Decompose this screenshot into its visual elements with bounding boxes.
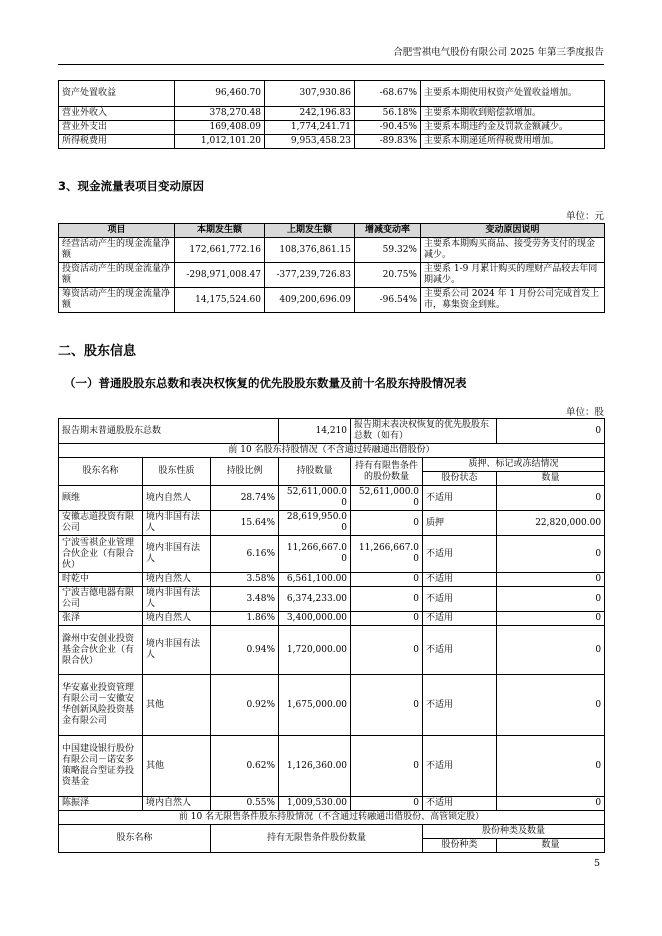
holder-nature: 境内非国有法人 [143, 536, 211, 573]
row-prior: 1,774,241.71 [265, 121, 355, 135]
col-current: 本期发生额 [175, 224, 265, 238]
row-change: -89.83% [355, 135, 421, 149]
u-col-count: 数量 [497, 839, 605, 853]
table-row [59, 736, 605, 797]
row-reason: 主要系 1-9 月累计购买的理财产品较去年同期减少。 [421, 263, 605, 288]
restricted-qty: 0 [351, 573, 423, 587]
row-current: 169,408.09 [175, 121, 265, 135]
restricted-qty: 0 [351, 612, 423, 626]
restricted-qty: 0 [351, 797, 423, 811]
row-prior: -377,239,726.83 [265, 263, 355, 288]
row-prior: 307,930.86 [265, 81, 355, 107]
row-current: 96,460.70 [175, 81, 265, 107]
holder-nature: 境内非国有法人 [143, 587, 211, 612]
holding-qty: 28,619,950.00 [279, 511, 351, 536]
table-row [59, 81, 605, 107]
row-item: 投资活动产生的现金流量净额 [59, 263, 175, 288]
share-status: 不适用 [423, 573, 497, 587]
share-status: 不适用 [423, 536, 497, 573]
table-row [59, 573, 605, 587]
row-item: 营业外收入 [59, 107, 175, 121]
holding-ratio: 15.64% [211, 511, 279, 536]
unit-label-shares: 单位：股 [565, 407, 604, 418]
table-row [59, 263, 605, 288]
total-holders-value: 14,210 [279, 419, 351, 444]
u-col-type-group: 股份种类及数量 [423, 825, 605, 839]
holder-name: 华安嘉业投资管理有限公司－安徽安华创新风险投资基金有限公司 [59, 675, 143, 736]
holding-ratio: 0.92% [211, 675, 279, 736]
holding-ratio: 0.94% [211, 626, 279, 675]
col-reason: 变动原因说明 [421, 224, 605, 238]
row-item: 所得税费用 [59, 135, 175, 149]
share-count: 0 [497, 536, 605, 573]
share-count: 0 [497, 486, 605, 511]
holding-ratio: 3.58% [211, 573, 279, 587]
holding-qty: 11,266,667.00 [279, 536, 351, 573]
share-count: 0 [497, 612, 605, 626]
holder-nature: 境内非国有法人 [143, 626, 211, 675]
holder-name: 宁波吉德电器有限公司 [59, 587, 143, 612]
share-count: 0 [497, 797, 605, 811]
row-reason: 主要系本期违约金及罚款金额减少。 [421, 121, 605, 135]
row-current: -298,971,008.47 [175, 263, 265, 288]
holding-qty: 1,675,000.00 [279, 675, 351, 736]
preferred-holders-value: 0 [497, 419, 605, 444]
share-count: 0 [497, 573, 605, 587]
restricted-qty: 0 [351, 736, 423, 797]
restricted-qty: 0 [351, 675, 423, 736]
share-status: 不适用 [423, 675, 497, 736]
holder-name: 时乾中 [59, 573, 143, 587]
table-row [59, 626, 605, 675]
col-share-count: 数量 [497, 472, 605, 486]
income-variance-table [58, 80, 605, 149]
table-row [59, 238, 605, 263]
row-current: 1,012,101.20 [175, 135, 265, 149]
col-restricted-qty: 持有有限售条件的股份数量 [351, 458, 423, 486]
share-count: 0 [497, 675, 605, 736]
holding-ratio: 28.74% [211, 486, 279, 511]
row-prior: 242,196.83 [265, 107, 355, 121]
col-change: 增减变动率 [355, 224, 421, 238]
row-change: 56.18% [355, 107, 421, 121]
share-status: 不适用 [423, 736, 497, 797]
row-change: 59.32% [355, 238, 421, 263]
total-holders-label: 报告期末普通股股东总数 [59, 419, 279, 444]
restricted-qty: 11,266,667.00 [351, 536, 423, 573]
u-col-type: 股份种类 [423, 839, 497, 853]
holder-nature: 其他 [143, 675, 211, 736]
col-holder-name: 股东名称 [59, 458, 143, 486]
row-change: -68.67% [355, 81, 421, 107]
holding-qty: 1,720,000.00 [279, 626, 351, 675]
holder-name: 顾维 [59, 486, 143, 511]
holder-nature: 境内自然人 [143, 612, 211, 626]
holder-nature: 境内自然人 [143, 797, 211, 811]
holder-name: 滁州中安创业投资基金合伙企业（有限合伙） [59, 626, 143, 675]
page-header: 合肥雪祺电气股份有限公司 2025 年第三季度报告 [393, 47, 604, 58]
holder-name: 宁波雪祺企业管理合伙企业（有限合伙） [59, 536, 143, 573]
holding-qty: 1,009,530.00 [279, 797, 351, 811]
row-prior: 108,376,861.15 [265, 238, 355, 263]
holding-qty: 3,400,000.00 [279, 612, 351, 626]
col-holder-nature: 股东性质 [143, 458, 211, 486]
u-col-name: 股东名称 [59, 825, 211, 853]
row-prior: 409,200,696.09 [265, 288, 355, 313]
row-change: 20.75% [355, 263, 421, 288]
holding-qty: 6,561,100.00 [279, 573, 351, 587]
cashflow-variance-table [58, 223, 605, 313]
row-current: 14,175,524.60 [175, 288, 265, 313]
row-item: 经营活动产生的现金流量净额 [59, 238, 175, 263]
holding-qty: 52,611,000.00 [279, 486, 351, 511]
holding-qty: 1,126,360.00 [279, 736, 351, 797]
share-status: 不适用 [423, 612, 497, 626]
row-item: 筹资活动产生的现金流量净额 [59, 288, 175, 313]
share-status: 质押 [423, 511, 497, 536]
holding-ratio: 3.48% [211, 587, 279, 612]
row-reason: 主要系本期购买商品、接受劳务支付的现金减少。 [421, 238, 605, 263]
col-share-status: 股份状态 [423, 472, 497, 486]
share-status: 不适用 [423, 486, 497, 511]
row-reason: 主要系公司 2024 年 1 月份公司完成首发上市，募集资金到账。 [421, 288, 605, 313]
restricted-qty: 0 [351, 511, 423, 536]
table-row [59, 511, 605, 536]
holder-name: 张泽 [59, 612, 143, 626]
row-change: -90.45% [355, 121, 421, 135]
header-rule [58, 64, 604, 65]
holding-ratio: 0.55% [211, 797, 279, 811]
page-number: 5 [593, 858, 600, 869]
share-count: 0 [497, 626, 605, 675]
table-row [59, 612, 605, 626]
col-pledge-group: 质押、标记或冻结情况 [423, 458, 605, 472]
holder-nature: 境内自然人 [143, 486, 211, 511]
share-count: 0 [497, 736, 605, 797]
restricted-qty: 0 [351, 587, 423, 612]
holding-ratio: 6.16% [211, 536, 279, 573]
row-current: 172,661,772.16 [175, 238, 265, 263]
table-row [59, 675, 605, 736]
table-row [59, 135, 605, 149]
table-row [59, 107, 605, 121]
row-prior: 9,953,458.23 [265, 135, 355, 149]
share-count: 0 [497, 587, 605, 612]
table-row [59, 797, 605, 811]
col-item: 项目 [59, 224, 175, 238]
section-holders-title: 二、股东信息 [58, 344, 137, 359]
subsection-holders-title: （一）普通股股东总数和表决权恢复的优先股股东数量及前十名股东持股情况表 [64, 376, 467, 390]
table-row [59, 587, 605, 612]
col-holding-ratio: 持股比例 [211, 458, 279, 486]
col-holding-qty: 持股数量 [279, 458, 351, 486]
share-status: 不适用 [423, 626, 497, 675]
table-row [59, 486, 605, 511]
holder-nature: 其他 [143, 736, 211, 797]
share-status: 不适用 [423, 587, 497, 612]
row-item: 营业外支出 [59, 121, 175, 135]
top10-title: 前 10 名股东持股情况（不含通过转融通出借股份） [59, 444, 605, 458]
table-row [59, 536, 605, 573]
preferred-holders-label: 报告期末表决权恢复的优先股股东总数（如有） [351, 419, 497, 444]
shareholders-table [58, 418, 605, 853]
holder-nature: 境内自然人 [143, 573, 211, 587]
share-status: 不适用 [423, 797, 497, 811]
share-count: 22,820,000.00 [497, 511, 605, 536]
col-prior: 上期发生额 [265, 224, 355, 238]
holding-ratio: 1.86% [211, 612, 279, 626]
row-item: 资产处置收益 [59, 81, 175, 107]
holding-ratio: 0.62% [211, 736, 279, 797]
restricted-qty: 52,611,000.00 [351, 486, 423, 511]
row-reason: 主要系本期收到赔偿款增加。 [421, 107, 605, 121]
restricted-qty: 0 [351, 626, 423, 675]
row-change: -96.54% [355, 288, 421, 313]
holder-name: 中国建设银行股份有限公司－诺安多策略混合型证券投资基金 [59, 736, 143, 797]
holder-name: 安徽志道投资有限公司 [59, 511, 143, 536]
row-reason: 主要系本期使用权资产处置收益增加。 [421, 81, 605, 107]
unit-label: 单位：元 [565, 211, 604, 222]
row-reason: 主要系本期递延所得税费用增加。 [421, 135, 605, 149]
table-row [59, 288, 605, 313]
holder-name: 陈振泽 [59, 797, 143, 811]
unrestricted-title: 前 10 名无限售条件股东持股情况（不含通过转融通出借股份、高管锁定股） [59, 811, 605, 825]
table-row [59, 121, 605, 135]
row-current: 378,270.48 [175, 107, 265, 121]
section-cashflow-title: 3、现金流量表项目变动原因 [58, 179, 205, 193]
holding-qty: 6,374,233.00 [279, 587, 351, 612]
holder-nature: 境内非国有法人 [143, 511, 211, 536]
u-col-qty: 持有无限售条件股份数量 [211, 825, 423, 853]
